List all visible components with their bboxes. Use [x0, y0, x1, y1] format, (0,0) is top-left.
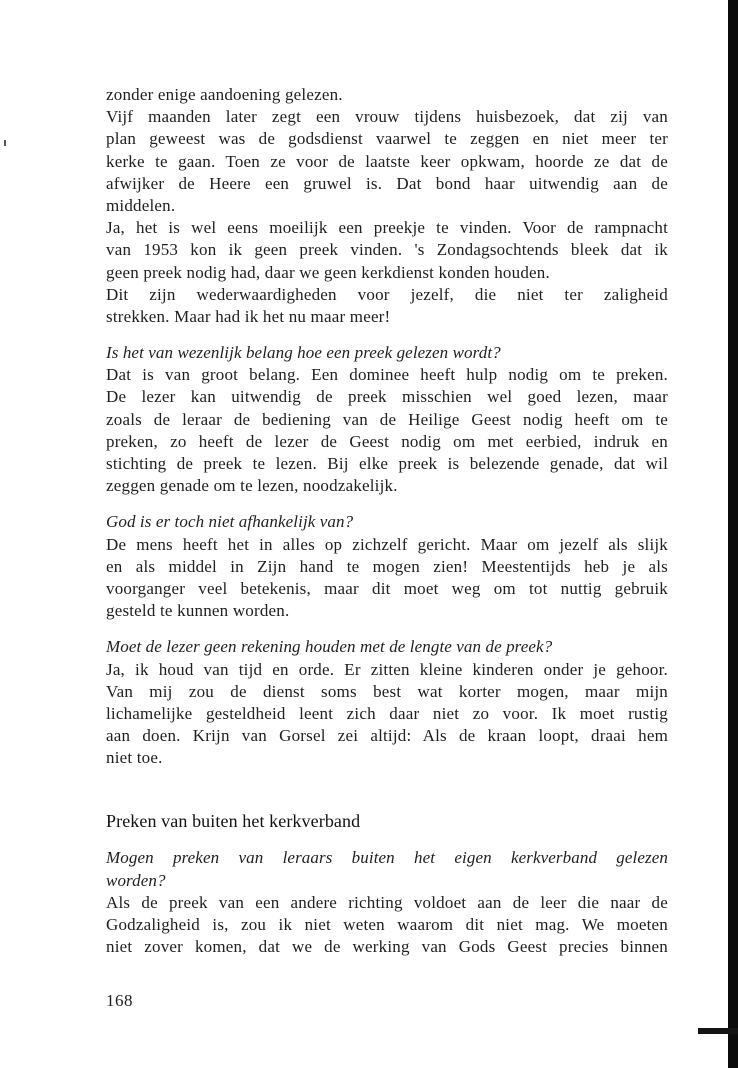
paragraph-gap	[106, 328, 668, 342]
question-paragraph	[106, 511, 668, 533]
text-line: zonder enige aandoening gelezen.	[106, 85, 343, 104]
question-line: Mogen preken van leraars buiten het eigen kerkverband gelezen	[106, 848, 668, 868]
text-line: Vijf maanden later zegt een vrouw tijdens huisbezoek, dat zij van	[106, 107, 668, 127]
question-line: worden?	[106, 870, 166, 890]
text-line: Godzaligheid is, zou ik niet weten waarom dit niet mag. We moeten	[106, 915, 668, 934]
text-line: De lezer kan uitwendig de preek misschien wel goed lezen, maar	[106, 387, 668, 407]
text-line: Van mij zou de dienst soms best wat korter mogen, maar mijn	[106, 681, 668, 701]
text-line: geen preek nodig had, daar we geen kerkdienst konden houden.	[106, 262, 550, 282]
question-paragraph	[106, 847, 668, 891]
text-line: middelen.	[106, 195, 176, 215]
text-line: preken, zo heeft de lezer de Geest nodig om met eerbied, indruk en	[106, 431, 668, 451]
text-line: strekken. Maar had ik het nu maar meer!	[106, 306, 391, 326]
text-line: Ja, het is wel eens moeilijk een preekje te vinden. Voor de rampnacht	[106, 218, 668, 238]
page-text	[106, 84, 668, 958]
text-line: lichamelijke gesteldheid leent zich daar niet zo voor. Ik moet rustig	[106, 703, 668, 723]
body-paragraph	[106, 106, 668, 217]
margin-mark	[4, 140, 6, 146]
text-line: gesteld te kunnen worden.	[106, 601, 290, 621]
body-paragraph	[106, 659, 668, 770]
paragraph-gap	[106, 622, 668, 636]
page-edge-foot	[698, 1028, 738, 1034]
page-edge-shadow	[728, 0, 738, 1068]
question-paragraph	[106, 342, 668, 364]
body-paragraph	[106, 534, 668, 623]
question-line: God is er toch niet afhankelijk van?	[106, 512, 354, 532]
text-line: De mens heeft het in alles op zichzelf gericht. Maar om jezelf als slijk	[106, 534, 668, 554]
paragraph-gap	[106, 497, 668, 511]
text-line: zoals de leraar de bediening van de Heilige Geest nodig heeft om te	[106, 409, 668, 429]
body-paragraph	[106, 892, 668, 959]
body-paragraph	[106, 364, 668, 497]
text-line: aan doen. Krijn van Gorsel zei altijd: Als de kraan loopt, draai hem	[106, 726, 668, 746]
text-line: stichting de preek te lezen. Bij elke preek is belezende genade, dat wil	[106, 454, 668, 473]
body-paragraph	[106, 217, 668, 284]
text-line: Ja, ik houd van tijd en orde. Er zitten kleine kinderen onder je gehoor.	[106, 659, 668, 679]
text-line: kerke te gaan. Toen ze voor de laatste keer opkwam, hoorde ze dat de	[106, 151, 668, 171]
section-gap	[106, 769, 668, 809]
text-line: voorganger veel betekenis, maar dit moet weg om tot nuttig gebruik	[106, 578, 668, 598]
heading-gap	[106, 833, 668, 847]
text-line: Dit zijn wederwaardigheden voor jezelf, die niet ter zaligheid	[106, 284, 668, 304]
question-line: Moet de lezer geen rekening houden met de lengte van de preek?	[106, 637, 553, 657]
page-number: 168	[106, 991, 133, 1010]
text-line: Dat is van groot belang. Een dominee heeft hulp nodig om te preken.	[106, 365, 668, 385]
text-line: niet zover komen, dat we de werking van Gods Geest precies binnen	[106, 937, 668, 957]
section-heading: Preken van buiten het kerkverband	[106, 811, 361, 832]
text-line: zeggen genade om te lezen, noodzakelijk.	[106, 476, 398, 496]
text-line: plan geweest was de godsdienst vaarwel te zeggen en niet meer ter	[106, 129, 668, 149]
text-line: Als de preek van een andere richting voldoet aan de leer die naar de	[106, 892, 668, 912]
question-line: Is het van wezenlijk belang hoe een preek gelezen wordt?	[106, 343, 501, 363]
question-paragraph	[106, 636, 668, 658]
text-line: en als middel in Zijn hand te mogen zien! Meestentijds heb je als	[106, 556, 668, 576]
body-paragraph	[106, 84, 668, 106]
text-line: niet toe.	[106, 748, 163, 768]
text-line: van 1953 kon ik geen preek vinden. 's Zondagsochtends bleek dat ik	[106, 240, 668, 260]
body-paragraph	[106, 284, 668, 328]
text-line: afwijker de Heere een gruwel is. Dat bond haar uitwendig aan de	[106, 173, 668, 193]
